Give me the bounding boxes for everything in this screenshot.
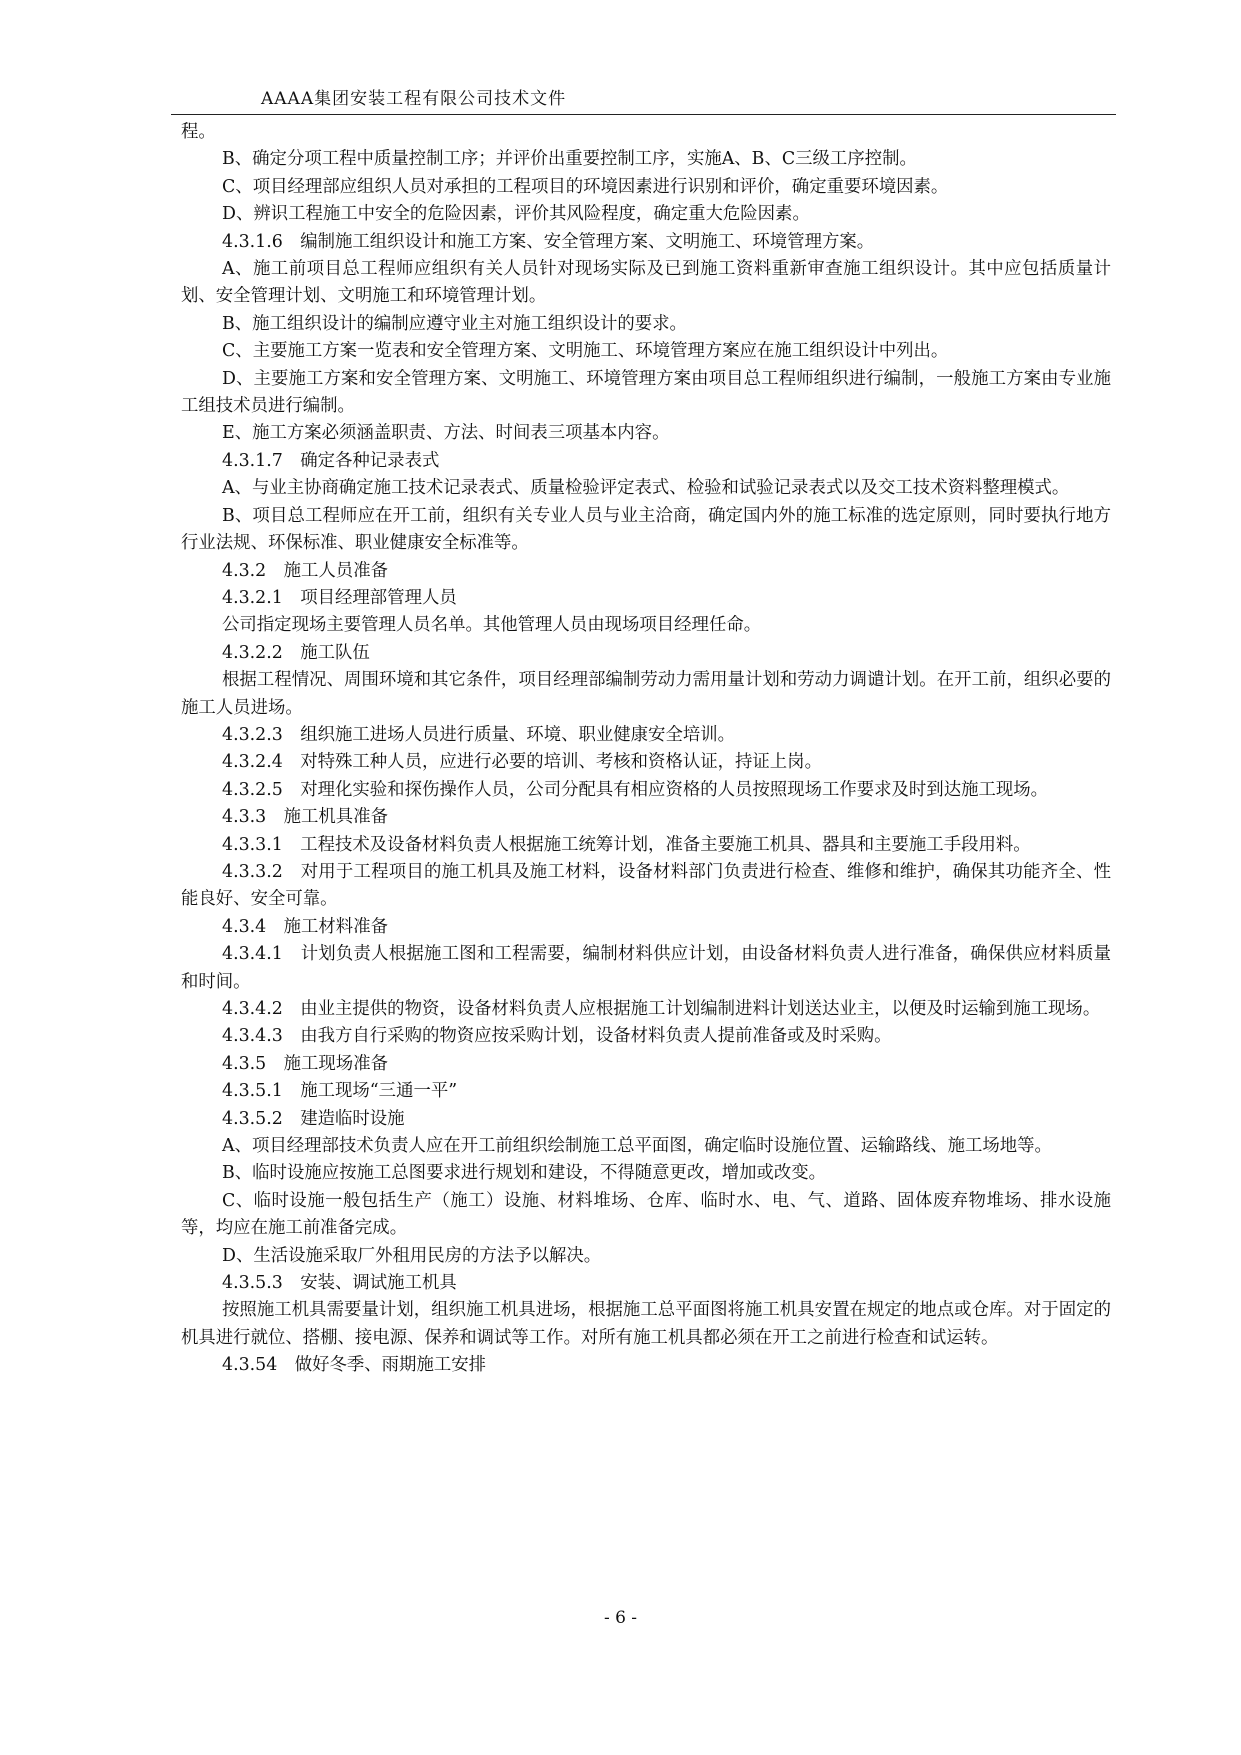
paragraph: B、临时设施应按施工总图要求进行规划和建设，不得随意更改，增加或改变。 bbox=[222, 1163, 827, 1184]
paragraph: C、主要施工方案一览表和安全管理方案、文明施工、环境管理方案应在施工组织设计中列出。 bbox=[222, 341, 949, 362]
paragraph: 4.3.3 施工机具准备 bbox=[222, 807, 388, 828]
paragraph: 4.3.1.7 确定各种记录表式 bbox=[222, 450, 440, 471]
paragraph: 4.3.3.2 对用于工程项目的施工机具及施工材料，设备材料部门负责进行检查、维修和维护，确保其功能齐全、性能良好、安全可靠。 bbox=[181, 861, 1111, 910]
paragraph: 4.3.2.2 施工队伍 bbox=[222, 642, 370, 663]
paragraph: 4.3.2.1 项目经理部管理人员 bbox=[222, 587, 457, 608]
paragraph: B、项目总工程师应在开工前，组织有关专业人员与业主洽商，确定国内外的施工标准的选定原则，同时要执行地方行业法规、环保标准、职业健康安全标准等。 bbox=[181, 505, 1111, 554]
paragraph: 按照施工机具需要量计划，组织施工机具进场，根据施工总平面图将施工机具安置在规定的地点或仓库。对于固定的机具进行就位、搭棚、接电源、保养和调试等工作。对所有施工机具都必须在开工之前进行检查和试运转。 bbox=[181, 1300, 1111, 1348]
document-body bbox=[181, 119, 1111, 1380]
paragraph: A、与业主协商确定施工技术记录表式、质量检验评定表式、检验和试验记录表式以及交工技术资料整理模式。 bbox=[222, 478, 1070, 499]
paragraph: 公司指定现场主要管理人员名单。其他管理人员由现场项目经理任命。 bbox=[222, 615, 762, 636]
paragraph: 4.3.5.1 施工现场“三通一平” bbox=[222, 1081, 458, 1102]
paragraph: B、施工组织设计的编制应遵守业主对施工组织设计的要求。 bbox=[222, 313, 687, 334]
paragraph: C、项目经理部应组织人员对承担的工程项目的环境因素进行识别和评价，确定重要环境因素。 bbox=[222, 176, 949, 197]
paragraph: 4.3.4 施工材料准备 bbox=[222, 916, 388, 937]
paragraph: C、临时设施一般包括生产（施工）设施、材料堆场、仓库、临时水、电、气、道路、固体废弃物堆场、排水设施等，均应在施工前准备完成。 bbox=[181, 1190, 1111, 1239]
paragraph: 4.3.1.6 编制施工组织设计和施工方案、安全管理方案、文明施工、环境管理方案。 bbox=[222, 231, 875, 252]
paragraph: A、项目经理部技术负责人应在开工前组织绘制施工总平面图，确定临时设施位置、运输路线、施工场地等。 bbox=[222, 1136, 1052, 1157]
paragraph: D、辨识工程施工中安全的危险因素，评价其风险程度，确定重大危险因素。 bbox=[222, 204, 810, 225]
paragraph: 4.3.2.3 组织施工进场人员进行质量、环境、职业健康安全培训。 bbox=[222, 724, 736, 745]
header-divider bbox=[171, 114, 1116, 115]
paragraph: A、施工前项目总工程师应组织有关人员针对现场实际及已到施工资料重新审查施工组织设计。其中应包括质量计划、安全管理计划、文明施工和环境管理计划。 bbox=[181, 259, 1111, 307]
paragraph: 4.3.2.5 对理化实验和探伤操作人员，公司分配具有相应资格的人员按照现场工作要求及时到达施工现场。 bbox=[222, 779, 1049, 800]
paragraph: 程。 bbox=[181, 122, 216, 142]
paragraph: 根据工程情况、周围环境和其它条件，项目经理部编制劳动力需用量计划和劳动力调谴计划。在开工前，组织必要的施工人员进场。 bbox=[181, 670, 1111, 718]
document-header: AAAA集团安装工程有限公司技术文件 bbox=[261, 89, 567, 109]
paragraph: 4.3.3.1 工程技术及设备材料负责人根据施工统筹计划，准备主要施工机具、器具和主要施工手段用料。 bbox=[222, 834, 1031, 855]
paragraph: 4.3.2 施工人员准备 bbox=[222, 560, 388, 581]
paragraph: E、施工方案必须涵盖职责、方法、时间表三项基本内容。 bbox=[222, 423, 670, 444]
paragraph: D、生活设施采取厂外租用民房的方法予以解决。 bbox=[222, 1245, 602, 1266]
paragraph: 4.3.54 做好冬季、雨期施工安排 bbox=[222, 1355, 487, 1376]
paragraph: 4.3.4.3 由我方自行采购的物资应按采购计划，设备材料负责人提前准备或及时采购。 bbox=[222, 1026, 892, 1047]
paragraph: 4.3.5.3 安装、调试施工机具 bbox=[222, 1273, 457, 1294]
paragraph: D、主要施工方案和安全管理方案、文明施工、环境管理方案由项目总工程师组织进行编制，一般施工方案由专业施工组技术员进行编制。 bbox=[181, 368, 1111, 417]
page-number: - 6 - bbox=[603, 1608, 638, 1628]
paragraph: 4.3.5.2 建造临时设施 bbox=[222, 1108, 405, 1129]
paragraph: 4.3.4.2 由业主提供的物资，设备材料负责人应根据施工计划编制进料计划送达业主，以便及时运输到施工现场。 bbox=[222, 999, 1101, 1019]
paragraph: 4.3.2.4 对特殊工种人员，应进行必要的培训、考核和资格认证，持证上岗。 bbox=[222, 752, 822, 773]
paragraph: 4.3.5 施工现场准备 bbox=[222, 1053, 388, 1074]
paragraph: 4.3.4.1 计划负责人根据施工图和工程需要，编制材料供应计划，由设备材料负责人进行准备，确保供应材料质量和时间。 bbox=[181, 944, 1111, 992]
paragraph: B、确定分项工程中质量控制工序；并评价出重要控制工序，实施A、B、C三级工序控制。 bbox=[222, 149, 917, 170]
